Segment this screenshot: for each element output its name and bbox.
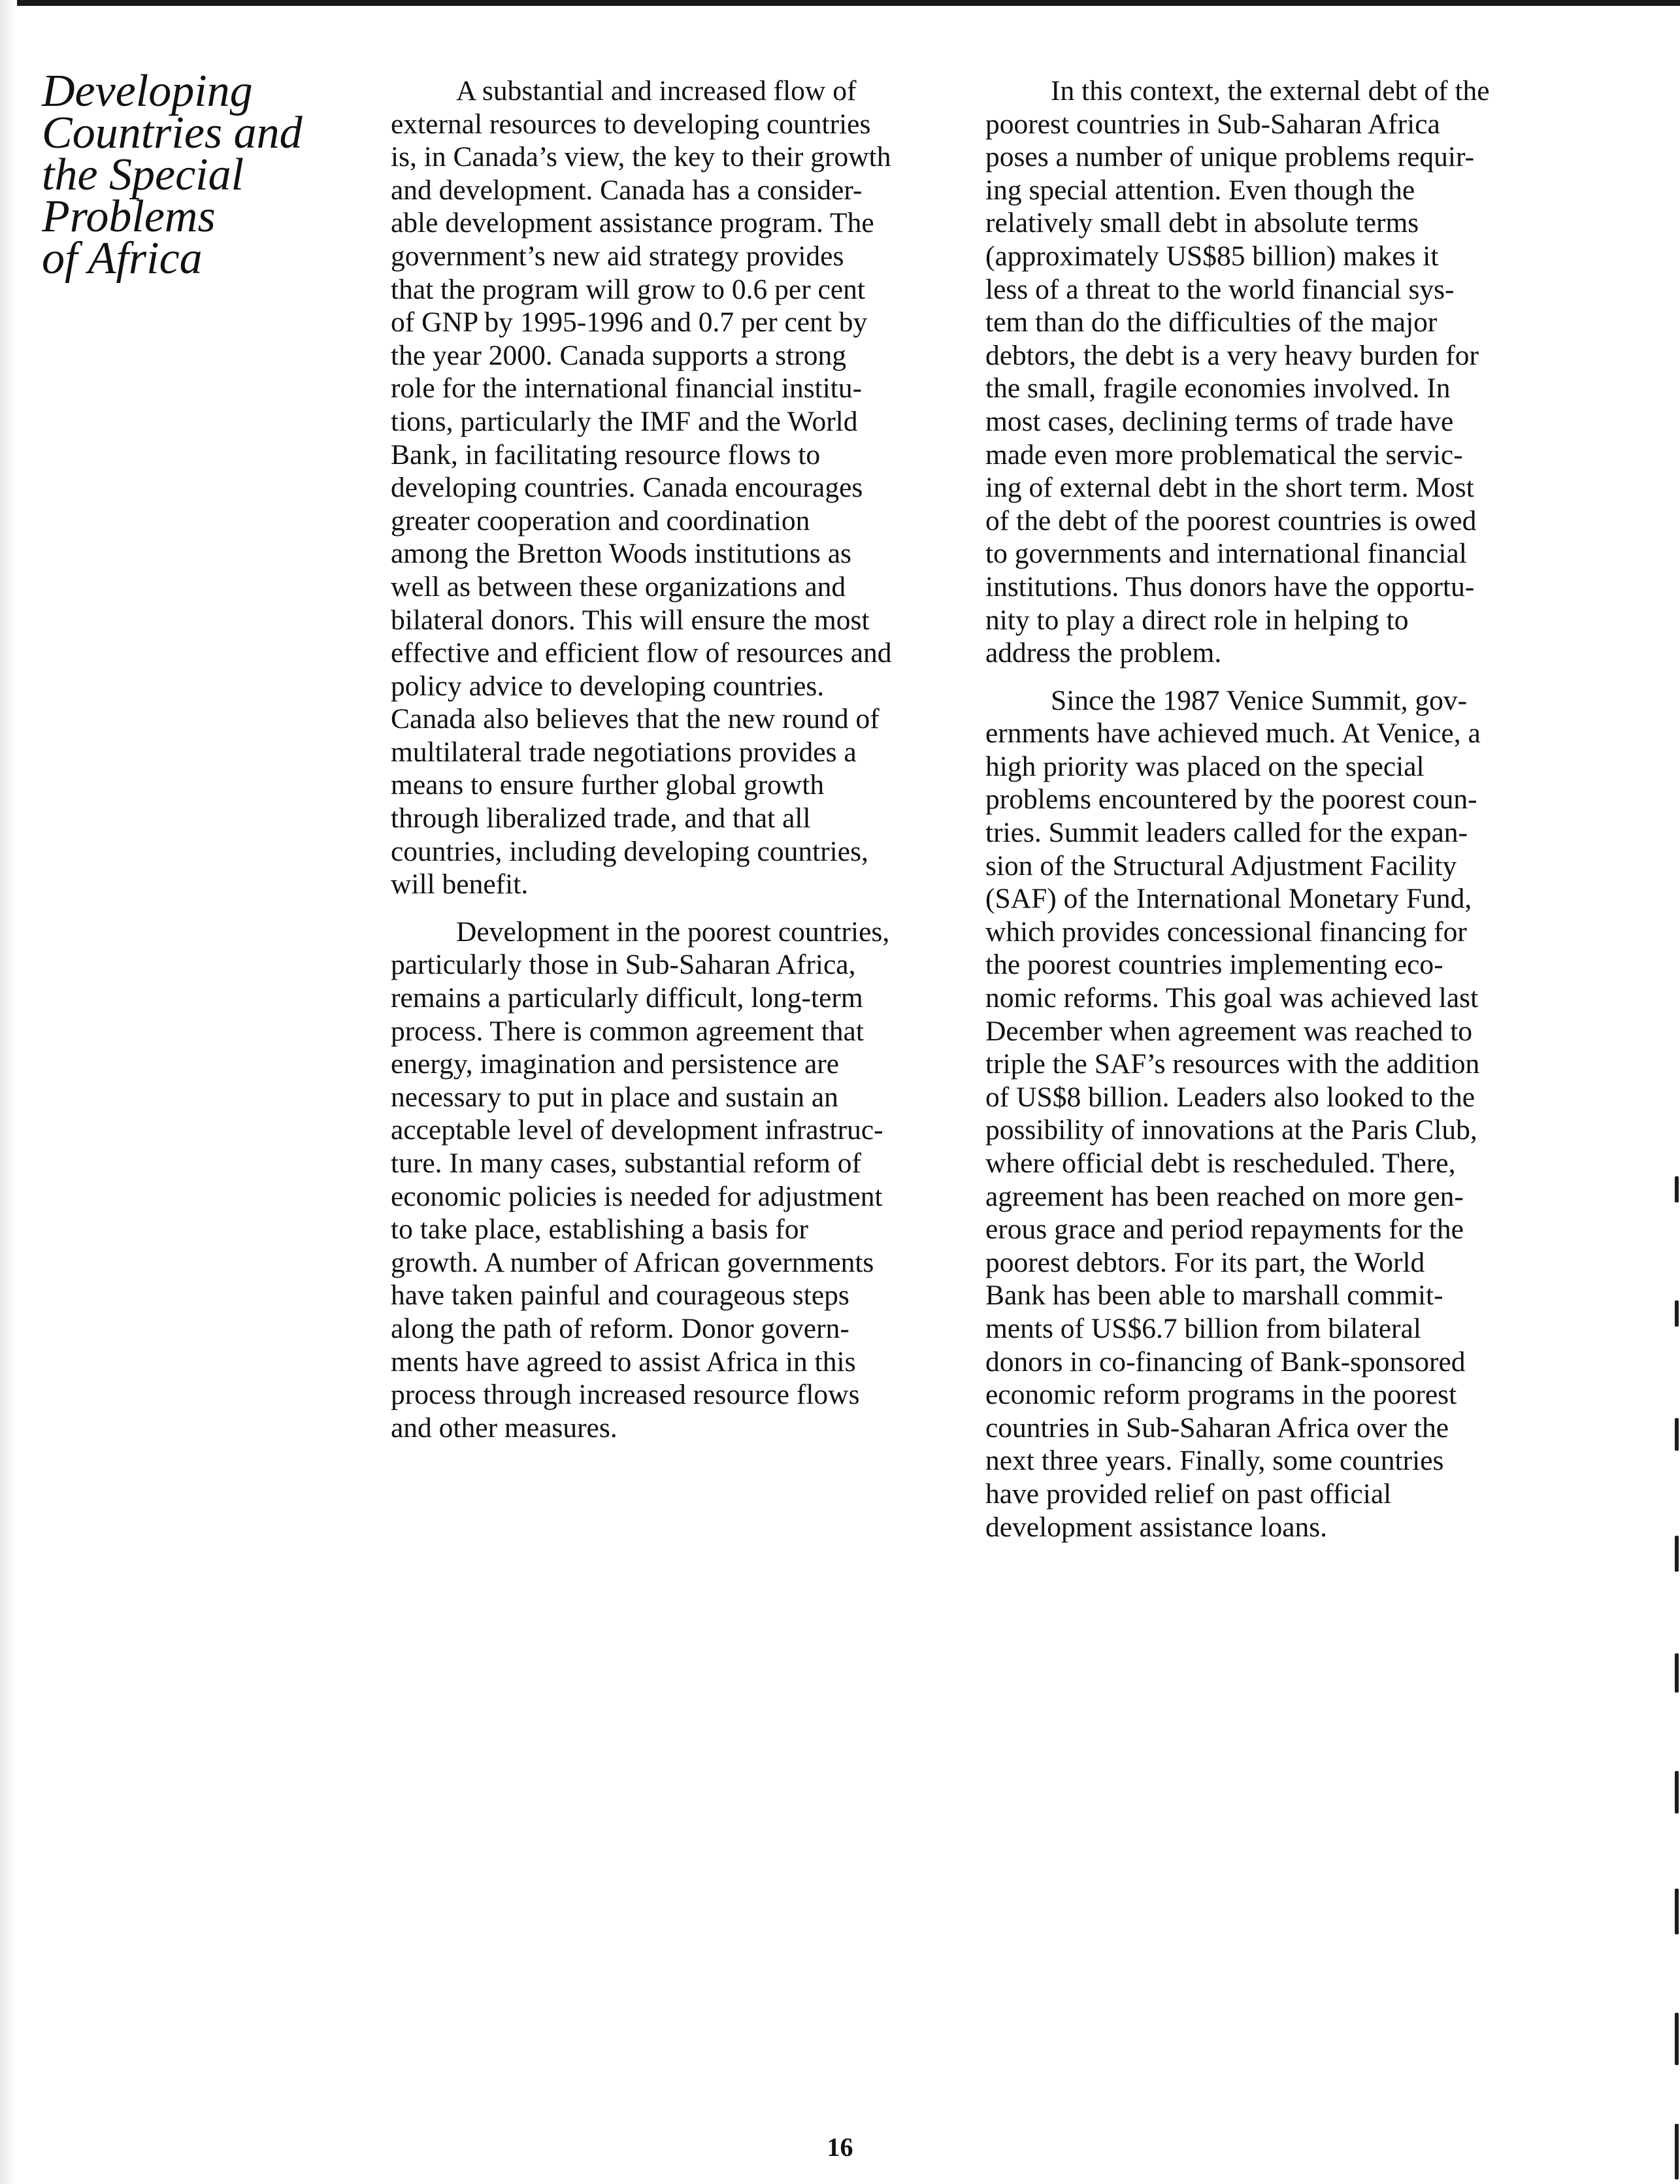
text-line: process through increased resource flows [391, 1379, 860, 1411]
text-line: multilateral trade negotiations provides a [391, 736, 857, 768]
text-line: made even more problematical the servic- [985, 438, 1463, 471]
text-line: of the debt of the poorest countries is owed [985, 505, 1477, 537]
scan-mark [1675, 1418, 1679, 1451]
text-line: ments have agreed to assist Africa in this [391, 1346, 856, 1378]
text-line: donors in co-financing of Bank-sponsored [985, 1346, 1466, 1378]
text-line: less of a threat to the world financial sys- [985, 273, 1455, 305]
text-line: sion of the Structural Adjustment Facility [985, 850, 1457, 882]
top-rule [0, 0, 1680, 6]
text-line: through liberalized trade, and that all [391, 802, 811, 835]
text-line: (approximately US$85 billion) makes it [985, 240, 1439, 272]
text-line: agreement has been reached on more gen- [985, 1180, 1464, 1212]
text-line: economic policies is needed for adjustment [391, 1180, 883, 1212]
text-line: means to ensure further global growth [391, 769, 825, 801]
text-line: erous grace and period repayments for the [985, 1214, 1464, 1246]
text-line: ments of US$6.7 billion from bilateral [985, 1312, 1421, 1344]
text-line: role for the international financial institu- [391, 372, 863, 405]
scan-mark [1675, 1176, 1679, 1202]
text-line: A substantial and increased flow of [456, 75, 857, 107]
text-line: well as between these organizations and [391, 571, 846, 603]
text-line: where official debt is rescheduled. There, [985, 1148, 1456, 1179]
heading-line: the Special [42, 150, 244, 200]
text-line: high priority was placed on the special [985, 750, 1425, 782]
heading-line: Problems [42, 191, 216, 242]
text-line: poses a number of unique problems requir- [985, 141, 1475, 173]
scan-mark [1675, 1653, 1679, 1693]
text-line: poorest debtors. For its part, the World [985, 1246, 1425, 1278]
text-line: able development assistance program. The [391, 207, 874, 239]
text-line: ernments have achieved much. At Venice, a [985, 718, 1481, 750]
heading-line: Countries and [42, 108, 303, 158]
text-line: along the path of reform. Donor govern- [391, 1312, 849, 1344]
body-paragraph [985, 74, 1560, 670]
text-line: of US$8 billion. Leaders also looked to the [985, 1081, 1475, 1113]
page-number: 16 [827, 2132, 853, 2162]
text-line: energy, imagination and persistence are [391, 1048, 840, 1080]
text-line: countries in Sub-Saharan Africa over the [985, 1412, 1449, 1444]
text-line: tries. Summit leaders called for the expan- [985, 817, 1468, 849]
text-line: that the program will grow to 0.6 per cent [391, 273, 866, 305]
text-line: next three years. Finally, some countries [985, 1445, 1444, 1477]
text-line: nity to play a direct role in helping to [985, 604, 1409, 636]
text-column-left [391, 74, 966, 1459]
text-line: tions, particularly the IMF and the World [391, 405, 858, 437]
text-line: the small, fragile economies involved. In [985, 372, 1451, 405]
text-line: policy advice to developing countries. [391, 670, 825, 702]
text-line: (SAF) of the International Monetary Fund, [985, 883, 1472, 915]
scan-mark [1675, 1536, 1679, 1572]
text-line: which provides concessional financing for [985, 916, 1467, 948]
text-line: address the problem. [985, 637, 1222, 669]
section-heading [42, 66, 342, 284]
text-line: greater cooperation and coordination [391, 505, 810, 537]
text-line: Bank, in facilitating resource flows to [391, 438, 821, 471]
body-paragraph [391, 916, 966, 1445]
text-line: December when agreement was reached to [985, 1015, 1473, 1047]
text-line: is, in Canada’s view, the key to their growth [391, 141, 891, 173]
text-line: poorest countries in Sub-Saharan Africa [985, 108, 1440, 140]
text-line: the year 2000. Canada supports a strong [391, 339, 847, 371]
text-line: necessary to put in place and sustain an [391, 1081, 838, 1113]
text-line: economic reform programs in the poorest [985, 1379, 1457, 1411]
heading-line: of Africa [42, 233, 203, 284]
text-line: will benefit. [391, 869, 529, 901]
text-line: institutions. Thus donors have the opportu- [985, 571, 1475, 603]
text-line: most cases, declining terms of trade have [985, 405, 1454, 437]
scan-mark [1675, 1889, 1679, 1934]
text-line: countries, including developing countries, [391, 835, 868, 867]
text-line: developing countries. Canada encourages [391, 472, 863, 504]
text-line: to take place, establishing a basis for [391, 1214, 809, 1246]
text-line: have provided relief on past official [985, 1478, 1392, 1510]
text-line: Canada also believes that the new round of [391, 703, 880, 735]
text-line: relatively small debt in absolute terms [985, 207, 1419, 239]
text-line: particularly those in Sub-Saharan Africa, [391, 949, 856, 981]
text-line: In this context, the external debt of the [1051, 75, 1490, 107]
text-line: and other measures. [391, 1412, 618, 1444]
text-line: and development. Canada has a consider- [391, 174, 863, 206]
scan-left-edge [0, 0, 17, 2184]
text-line: ture. In many cases, substantial reform of [391, 1148, 861, 1179]
text-line: ing of external debt in the short term. Most [985, 472, 1474, 504]
text-line: Since the 1987 Venice Summit, gov- [1051, 684, 1468, 716]
text-line: remains a particularly difficult, long-term [391, 982, 863, 1014]
text-line: development assistance loans. [985, 1511, 1328, 1543]
text-line: acceptable level of development infrastruc- [391, 1114, 883, 1146]
body-paragraph [985, 684, 1560, 1544]
heading-line: Developing [42, 66, 253, 116]
scan-mark [1675, 2013, 1679, 2065]
text-line: government’s new aid strategy provides [391, 240, 844, 272]
text-line: Bank has been able to marshall commit- [985, 1280, 1443, 1312]
scan-mark [1675, 1771, 1679, 1813]
text-line: problems encountered by the poorest coun- [985, 784, 1477, 816]
scan-mark [1675, 1300, 1679, 1327]
text-line: nomic reforms. This goal was achieved last [985, 982, 1479, 1014]
text-line: debtors, the debt is a very heavy burden for [985, 339, 1479, 371]
text-line: Development in the poorest countries, [456, 916, 890, 948]
text-line: growth. A number of African governments [391, 1246, 874, 1278]
text-column-right [985, 74, 1560, 1558]
text-line: external resources to developing countries [391, 108, 871, 140]
text-line: effective and efficient flow of resources and [391, 637, 892, 669]
text-line: bilateral donors. This will ensure the most [391, 604, 870, 636]
body-paragraph [391, 74, 966, 901]
text-line: triple the SAF’s resources with the addition [985, 1048, 1480, 1080]
text-line: the poorest countries implementing eco- [985, 949, 1443, 981]
text-line: tem than do the difficulties of the major [985, 306, 1438, 339]
text-line: process. There is common agreement that [391, 1015, 864, 1047]
text-line: have taken painful and courageous steps [391, 1280, 849, 1312]
text-line: ing special attention. Even though the [985, 174, 1415, 206]
text-line: of GNP by 1995-1996 and 0.7 per cent by [391, 306, 868, 339]
text-line: among the Bretton Woods institutions as [391, 538, 851, 570]
text-line: to governments and international financial [985, 538, 1467, 570]
text-line: possibility of innovations at the Paris Club, [985, 1114, 1477, 1146]
